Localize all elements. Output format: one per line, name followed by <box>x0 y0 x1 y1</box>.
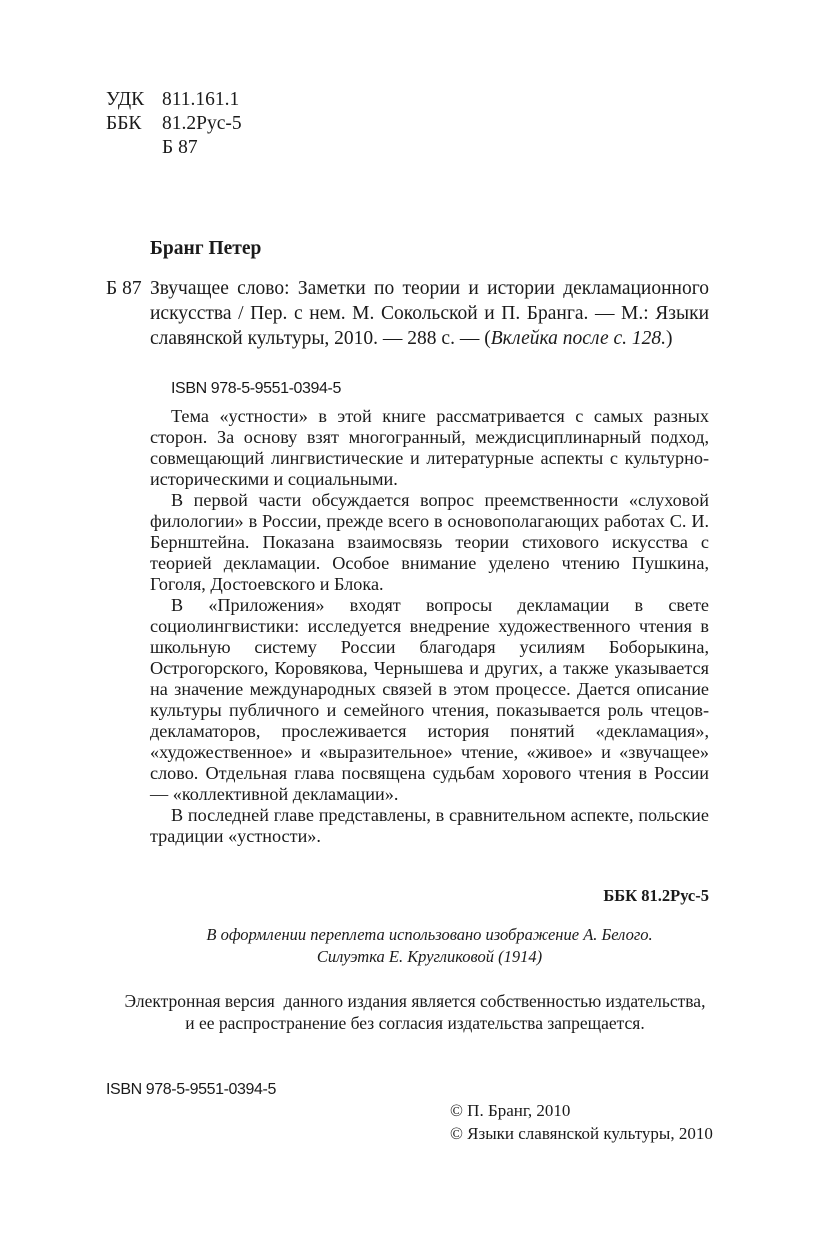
copyright-author: © П. Бранг, 2010 <box>450 1101 571 1120</box>
electronic-notice <box>90 990 740 1034</box>
bbk-value: 81.2Рус-5 <box>162 113 242 134</box>
entry-mark: Б 87 <box>106 278 142 299</box>
bibliographic-entry <box>150 276 709 351</box>
bbk-line <box>106 112 242 136</box>
entry-closing: ) <box>666 328 673 349</box>
udk-line <box>106 88 239 112</box>
copyright-publisher: © Языки славянской культуры, 2010 <box>450 1124 713 1143</box>
annotation-paragraph: В последней главе представлены, в сравнительном аспекте, польские традиции «устности». <box>150 805 709 846</box>
bbk-bottom: ББК 81.2Рус-5 <box>603 886 709 905</box>
author-mark-line <box>106 136 198 160</box>
udk-label: УДК <box>106 89 145 110</box>
bbk-label: ББК <box>106 113 142 134</box>
cover-note-line: В оформлении переплета использовано изображение А. Белого. <box>206 925 653 944</box>
udk-value: 811.161.1 <box>162 89 240 110</box>
annotation-paragraph: Тема «устности» в этой книге рассматривается с самых разных сторон. За основу взят многогранный, междисциплинарный подход, совмещающий лингвистические и литературные аспекты с культурно-историческими и социальными. <box>150 406 709 489</box>
annotation <box>150 406 709 847</box>
annotation-paragraph: В первой части обсуждается вопрос преемственности «слуховой филологии» в России, прежде всего в основополагающих работах С. И. Бернштейна. Показана взаимосвязь теории стихового искусства с теорией декламации. Особое внимание уделено чтению Пушкина, Гоголя, Достоевского и Блока. <box>150 490 709 594</box>
electronic-notice-line: и ее распространение без согласия издательства запрещается. <box>185 1013 645 1033</box>
copyright <box>450 1099 713 1145</box>
author-heading: Бранг Петер <box>150 238 262 259</box>
cover-note <box>150 924 709 968</box>
isbn-bottom: ISBN 978-5-9551-0394-5 <box>106 1081 276 1098</box>
electronic-notice-line: Электронная версия данного издания является собственностью издательства, <box>124 991 706 1011</box>
cover-note-line: Силуэтка Е. Кругликовой (1914) <box>316 947 543 966</box>
entry-text: Звучащее слово: Заметки по теории и истории декламационного искусства / Пер. с нем. М. Сокольской и П. Бранга. — М.: Языки славянской культуры, 2010. — 288 с. — ( <box>150 278 709 349</box>
annotation-paragraph: В «Приложения» входят вопросы декламации в свете социолингвистики: исследуется внедрение художественного чтения в школьную систему России благодаря усилиям Боборыкина, Острогорского, Коровякова, Чернышева и других, а также указывается на значение международных связей в этом процессе. Дается описание культуры публичного и семейного чтения, показывается роль чтецов-декламаторов, прослеживается история понятий «декламация», «художественное» и «выразительное» чтение, «живое» и «звучащее» слово. Отдельная глава посвящена судьбам хорового чтения в России — «коллективной декламации». <box>150 595 709 804</box>
isbn-top: ISBN 978-5-9551-0394-5 <box>171 380 341 397</box>
author-mark: Б 87 <box>162 137 198 158</box>
entry-italic-note: Вклейка после с. 128. <box>490 328 666 349</box>
